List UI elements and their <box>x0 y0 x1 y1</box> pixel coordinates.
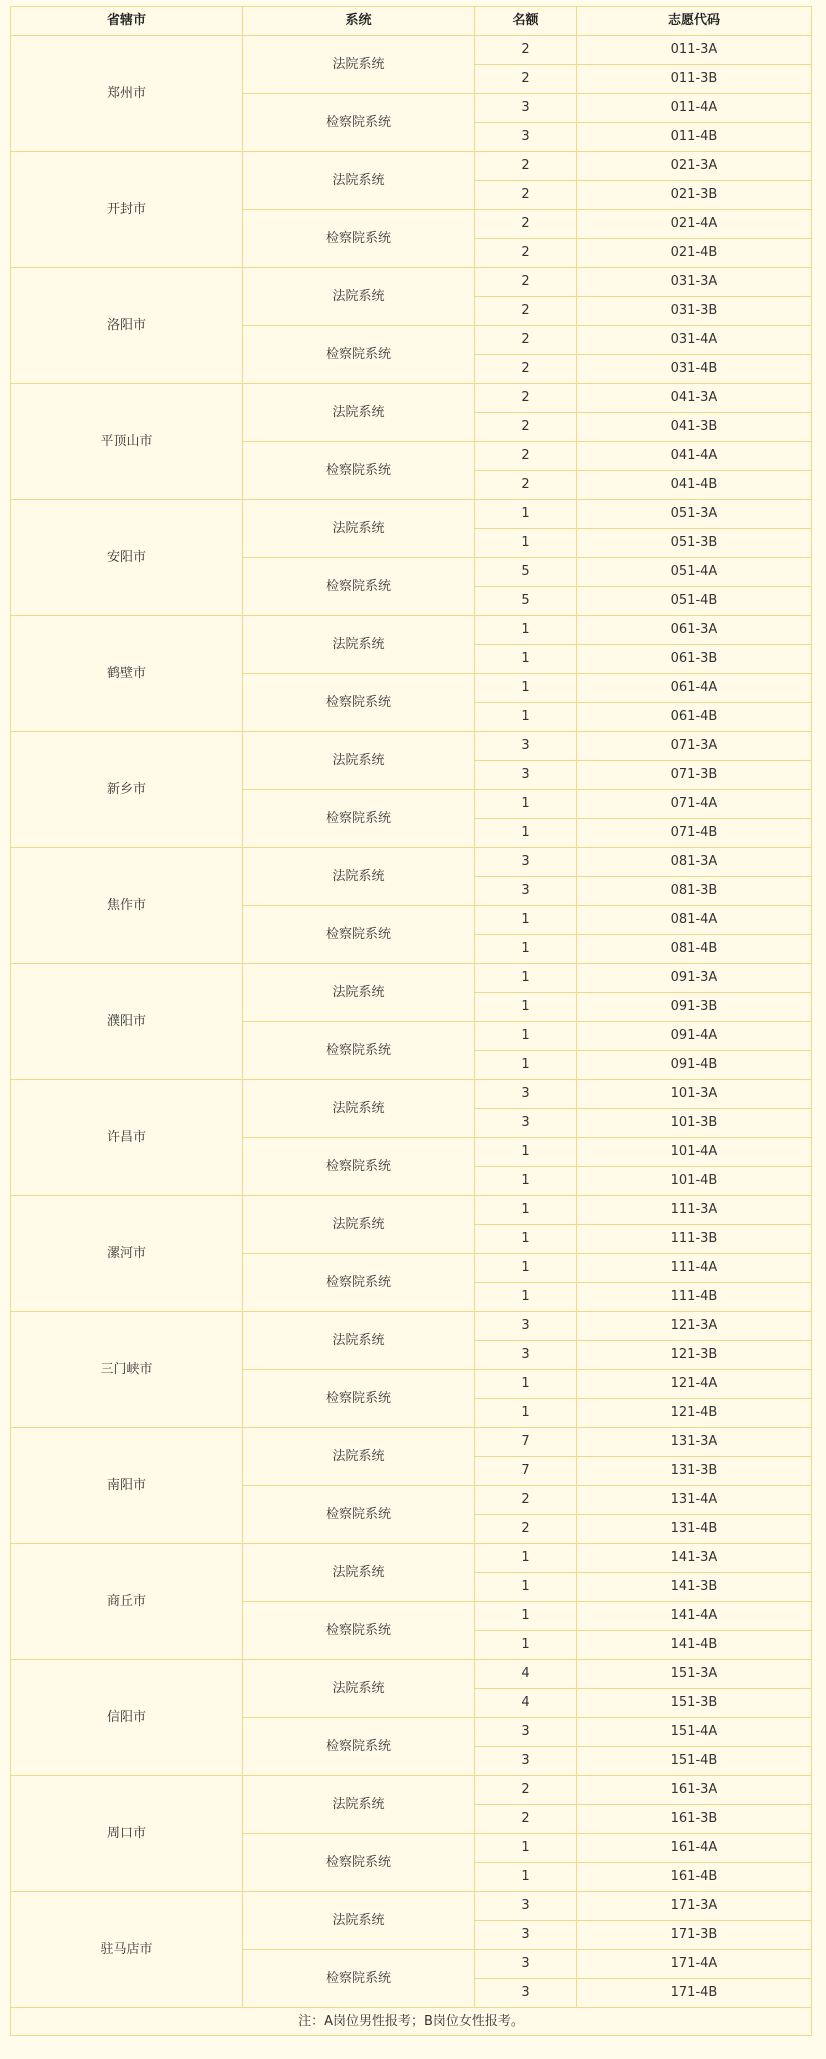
code-cell: 111-3A <box>577 1196 812 1225</box>
quota-cell: 3 <box>475 123 577 152</box>
table-row <box>11 1660 812 1689</box>
city-cell: 周口市 <box>11 1776 243 1892</box>
quota-cell: 2 <box>475 1805 577 1834</box>
code-cell: 101-4B <box>577 1167 812 1196</box>
city-cell: 洛阳市 <box>11 268 243 384</box>
code-cell: 031-4A <box>577 326 812 355</box>
system-cell: 检察院系统 <box>243 1370 475 1428</box>
code-cell: 091-4B <box>577 1051 812 1080</box>
quota-cell: 3 <box>475 761 577 790</box>
quota-table-container <box>10 6 811 2036</box>
quota-cell: 1 <box>475 1283 577 1312</box>
quota-cell: 1 <box>475 500 577 529</box>
city-cell: 开封市 <box>11 152 243 268</box>
note-text: 注：A岗位男性报考；B岗位女性报考。 <box>11 2008 812 2036</box>
header-row <box>11 7 812 36</box>
quota-cell: 2 <box>475 181 577 210</box>
system-cell: 检察院系统 <box>243 326 475 384</box>
code-cell: 051-3A <box>577 500 812 529</box>
system-cell: 检察院系统 <box>243 558 475 616</box>
quota-cell: 2 <box>475 442 577 471</box>
system-cell: 法院系统 <box>243 1660 475 1718</box>
code-cell: 071-3A <box>577 732 812 761</box>
table-row <box>11 1312 812 1341</box>
quota-cell: 2 <box>475 152 577 181</box>
city-cell: 鹤壁市 <box>11 616 243 732</box>
table-row <box>11 384 812 413</box>
system-cell: 法院系统 <box>243 500 475 558</box>
quota-cell: 3 <box>475 1080 577 1109</box>
quota-cell: 1 <box>475 703 577 732</box>
code-cell: 091-3A <box>577 964 812 993</box>
quota-cell: 1 <box>475 1631 577 1660</box>
system-cell: 法院系统 <box>243 1544 475 1602</box>
quota-cell: 2 <box>475 65 577 94</box>
city-cell: 漯河市 <box>11 1196 243 1312</box>
city-cell: 许昌市 <box>11 1080 243 1196</box>
quota-cell: 1 <box>475 964 577 993</box>
code-cell: 171-3B <box>577 1921 812 1950</box>
code-cell: 081-3A <box>577 848 812 877</box>
code-cell: 171-4B <box>577 1979 812 2008</box>
code-cell: 041-4A <box>577 442 812 471</box>
code-cell: 031-4B <box>577 355 812 384</box>
quota-cell: 1 <box>475 674 577 703</box>
system-cell: 检察院系统 <box>243 1486 475 1544</box>
code-cell: 021-4B <box>577 239 812 268</box>
quota-cell: 7 <box>475 1428 577 1457</box>
quota-cell: 1 <box>475 1167 577 1196</box>
system-cell: 检察院系统 <box>243 674 475 732</box>
quota-cell: 1 <box>475 1225 577 1254</box>
code-cell: 021-3A <box>577 152 812 181</box>
table-row <box>11 1892 812 1921</box>
quota-cell: 3 <box>475 848 577 877</box>
table-footer <box>11 2008 812 2036</box>
quota-cell: 1 <box>475 906 577 935</box>
system-cell: 检察院系统 <box>243 442 475 500</box>
quota-cell: 2 <box>475 1776 577 1805</box>
code-cell: 051-4A <box>577 558 812 587</box>
system-cell: 检察院系统 <box>243 906 475 964</box>
code-cell: 071-4A <box>577 790 812 819</box>
code-cell: 031-3A <box>577 268 812 297</box>
quota-cell: 3 <box>475 1341 577 1370</box>
city-cell: 平顶山市 <box>11 384 243 500</box>
system-cell: 法院系统 <box>243 1196 475 1254</box>
quota-cell: 2 <box>475 471 577 500</box>
code-cell: 111-4B <box>577 1283 812 1312</box>
code-cell: 061-4B <box>577 703 812 732</box>
table-row <box>11 1776 812 1805</box>
code-cell: 161-4B <box>577 1863 812 1892</box>
header-code: 志愿代码 <box>577 7 812 36</box>
quota-cell: 3 <box>475 1312 577 1341</box>
system-cell: 法院系统 <box>243 152 475 210</box>
quota-cell: 1 <box>475 616 577 645</box>
quota-cell: 1 <box>475 1138 577 1167</box>
header-city: 省辖市 <box>11 7 243 36</box>
code-cell: 161-3B <box>577 1805 812 1834</box>
quota-cell: 1 <box>475 1573 577 1602</box>
quota-cell: 2 <box>475 268 577 297</box>
city-cell: 三门峡市 <box>11 1312 243 1428</box>
quota-table <box>10 6 812 2036</box>
code-cell: 151-3A <box>577 1660 812 1689</box>
quota-cell: 1 <box>475 1370 577 1399</box>
quota-cell: 2 <box>475 1515 577 1544</box>
system-cell: 法院系统 <box>243 384 475 442</box>
system-cell: 法院系统 <box>243 964 475 1022</box>
quota-cell: 5 <box>475 587 577 616</box>
table-row <box>11 1544 812 1573</box>
code-cell: 101-4A <box>577 1138 812 1167</box>
city-cell: 焦作市 <box>11 848 243 964</box>
code-cell: 141-4B <box>577 1631 812 1660</box>
quota-cell: 1 <box>475 529 577 558</box>
table-row <box>11 268 812 297</box>
code-cell: 071-4B <box>577 819 812 848</box>
quota-cell: 1 <box>475 1254 577 1283</box>
system-cell: 法院系统 <box>243 848 475 906</box>
quota-cell: 2 <box>475 36 577 65</box>
code-cell: 091-4A <box>577 1022 812 1051</box>
quota-cell: 3 <box>475 1979 577 2008</box>
code-cell: 021-3B <box>577 181 812 210</box>
code-cell: 171-3A <box>577 1892 812 1921</box>
quota-cell: 1 <box>475 1051 577 1080</box>
code-cell: 151-4A <box>577 1718 812 1747</box>
code-cell: 111-4A <box>577 1254 812 1283</box>
code-cell: 081-3B <box>577 877 812 906</box>
quota-cell: 3 <box>475 1892 577 1921</box>
quota-cell: 7 <box>475 1457 577 1486</box>
code-cell: 011-4A <box>577 94 812 123</box>
system-cell: 检察院系统 <box>243 1138 475 1196</box>
code-cell: 151-4B <box>577 1747 812 1776</box>
table-header <box>11 7 812 36</box>
city-cell: 濮阳市 <box>11 964 243 1080</box>
quota-cell: 2 <box>475 326 577 355</box>
code-cell: 121-4A <box>577 1370 812 1399</box>
system-cell: 检察院系统 <box>243 210 475 268</box>
code-cell: 101-3A <box>577 1080 812 1109</box>
city-cell: 新乡市 <box>11 732 243 848</box>
code-cell: 011-3A <box>577 36 812 65</box>
city-cell: 安阳市 <box>11 500 243 616</box>
table-row <box>11 732 812 761</box>
quota-cell: 2 <box>475 355 577 384</box>
code-cell: 061-3B <box>577 645 812 674</box>
quota-cell: 1 <box>475 935 577 964</box>
code-cell: 131-3A <box>577 1428 812 1457</box>
code-cell: 161-3A <box>577 1776 812 1805</box>
system-cell: 法院系统 <box>243 1080 475 1138</box>
quota-cell: 1 <box>475 645 577 674</box>
city-cell: 南阳市 <box>11 1428 243 1544</box>
code-cell: 071-3B <box>577 761 812 790</box>
code-cell: 121-3B <box>577 1341 812 1370</box>
table-row <box>11 152 812 181</box>
quota-cell: 4 <box>475 1689 577 1718</box>
quota-cell: 2 <box>475 210 577 239</box>
table-row <box>11 1196 812 1225</box>
code-cell: 081-4B <box>577 935 812 964</box>
code-cell: 051-4B <box>577 587 812 616</box>
quota-cell: 1 <box>475 1863 577 1892</box>
system-cell: 检察院系统 <box>243 1950 475 2008</box>
system-cell: 检察院系统 <box>243 790 475 848</box>
quota-cell: 1 <box>475 1196 577 1225</box>
quota-cell: 5 <box>475 558 577 587</box>
table-row <box>11 848 812 877</box>
table-row <box>11 500 812 529</box>
system-cell: 检察院系统 <box>243 1022 475 1080</box>
header-quota: 名额 <box>475 7 577 36</box>
quota-cell: 1 <box>475 1834 577 1863</box>
quota-cell: 2 <box>475 297 577 326</box>
code-cell: 121-4B <box>577 1399 812 1428</box>
city-cell: 信阳市 <box>11 1660 243 1776</box>
system-cell: 法院系统 <box>243 36 475 94</box>
code-cell: 041-3B <box>577 413 812 442</box>
city-cell: 商丘市 <box>11 1544 243 1660</box>
quota-cell: 3 <box>475 1718 577 1747</box>
code-cell: 141-4A <box>577 1602 812 1631</box>
quota-cell: 3 <box>475 877 577 906</box>
system-cell: 检察院系统 <box>243 94 475 152</box>
code-cell: 031-3B <box>577 297 812 326</box>
table-row <box>11 1428 812 1457</box>
note-row <box>11 2008 812 2036</box>
system-cell: 检察院系统 <box>243 1718 475 1776</box>
quota-cell: 1 <box>475 790 577 819</box>
quota-cell: 2 <box>475 1486 577 1515</box>
system-cell: 法院系统 <box>243 1776 475 1834</box>
header-system: 系统 <box>243 7 475 36</box>
code-cell: 141-3B <box>577 1573 812 1602</box>
code-cell: 061-4A <box>577 674 812 703</box>
code-cell: 091-3B <box>577 993 812 1022</box>
table-row <box>11 964 812 993</box>
quota-cell: 1 <box>475 1544 577 1573</box>
system-cell: 法院系统 <box>243 1428 475 1486</box>
quota-cell: 2 <box>475 384 577 413</box>
code-cell: 011-3B <box>577 65 812 94</box>
code-cell: 081-4A <box>577 906 812 935</box>
quota-cell: 1 <box>475 1602 577 1631</box>
table-row <box>11 616 812 645</box>
code-cell: 141-3A <box>577 1544 812 1573</box>
quota-cell: 1 <box>475 1399 577 1428</box>
code-cell: 041-4B <box>577 471 812 500</box>
table-body <box>11 36 812 2008</box>
system-cell: 法院系统 <box>243 1892 475 1950</box>
code-cell: 011-4B <box>577 123 812 152</box>
quota-cell: 2 <box>475 413 577 442</box>
quota-cell: 4 <box>475 1660 577 1689</box>
code-cell: 131-4A <box>577 1486 812 1515</box>
system-cell: 法院系统 <box>243 732 475 790</box>
table-row <box>11 1080 812 1109</box>
quota-cell: 3 <box>475 94 577 123</box>
code-cell: 041-3A <box>577 384 812 413</box>
code-cell: 161-4A <box>577 1834 812 1863</box>
system-cell: 检察院系统 <box>243 1254 475 1312</box>
quota-cell: 1 <box>475 993 577 1022</box>
system-cell: 法院系统 <box>243 1312 475 1370</box>
quota-cell: 3 <box>475 732 577 761</box>
code-cell: 121-3A <box>577 1312 812 1341</box>
quota-cell: 1 <box>475 1022 577 1051</box>
quota-cell: 3 <box>475 1747 577 1776</box>
code-cell: 131-3B <box>577 1457 812 1486</box>
system-cell: 检察院系统 <box>243 1602 475 1660</box>
code-cell: 131-4B <box>577 1515 812 1544</box>
system-cell: 法院系统 <box>243 268 475 326</box>
code-cell: 051-3B <box>577 529 812 558</box>
code-cell: 111-3B <box>577 1225 812 1254</box>
city-cell: 郑州市 <box>11 36 243 152</box>
quota-cell: 3 <box>475 1109 577 1138</box>
quota-cell: 2 <box>475 239 577 268</box>
quota-cell: 1 <box>475 819 577 848</box>
code-cell: 151-3B <box>577 1689 812 1718</box>
quota-cell: 3 <box>475 1921 577 1950</box>
city-cell: 驻马店市 <box>11 1892 243 2008</box>
code-cell: 061-3A <box>577 616 812 645</box>
code-cell: 171-4A <box>577 1950 812 1979</box>
quota-cell: 3 <box>475 1950 577 1979</box>
code-cell: 101-3B <box>577 1109 812 1138</box>
system-cell: 检察院系统 <box>243 1834 475 1892</box>
system-cell: 法院系统 <box>243 616 475 674</box>
table-row <box>11 36 812 65</box>
code-cell: 021-4A <box>577 210 812 239</box>
